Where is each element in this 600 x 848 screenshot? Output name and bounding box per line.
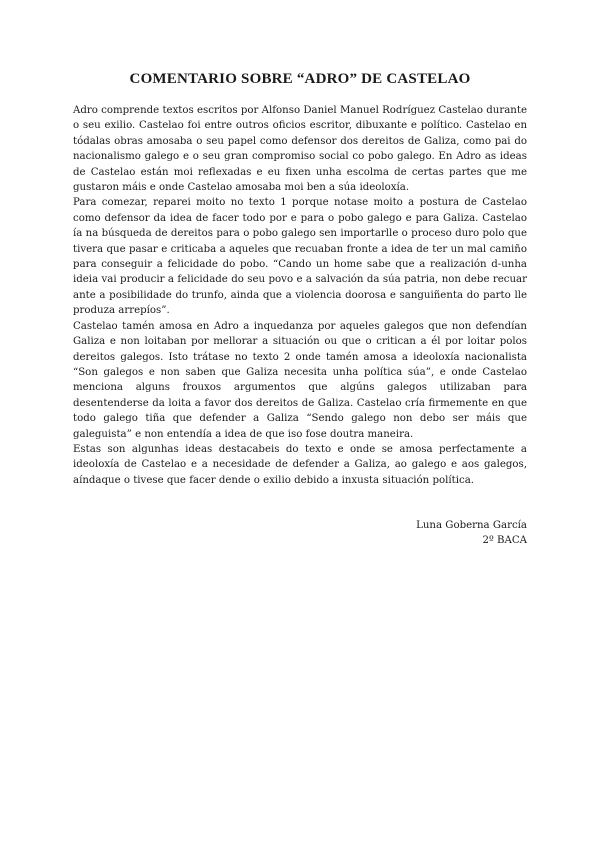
paragraph-conclusion: Estas son algunhas ideas destacabeis do texto e onde se amosa perfectamente a ideoloxía de Castelao e a necesidade de defender a Galiza, ao galego e aos galegos, aíndaque o tivese que facer dende o exilio debido a inxusta situación política. (73, 443, 527, 486)
course-label: 2º BACA (482, 535, 527, 547)
document-title: COMENTARIO SOBRE “ADRO” DE CASTELAO (129, 71, 471, 87)
signature-block (416, 518, 527, 549)
paragraph-text-one: Para comezar, reparei moito no texto 1 porque notase moito a postura de Castelao como defensor da idea de facer todo por e para o pobo galego e para Galiza. Castelao ía na búsqueda de dereitos para o pobo galego sen importarlle o proceso duro polo que tivera que pasar e criticaba a aqueles que recuaban fronte a idea de ter un mal camiño para conseguir a felicidade do pobo. “Cando un home sabe que a realización d-unha ideia vai producir a felicidade do seu povo e a salvación da súa patria, non debe recuar ante a posibilidade do trunfo, ainda que a violencia doorosa e sanguiñenta do parto lle produza arrepíos”. (73, 197, 527, 317)
author-name: Luna Goberna García (416, 520, 527, 531)
paragraph-text-two: Castelao tamén amosa en Adro a inquedanza por aqueles galegos que non defendían Galiza e non loitaban por mellorar a situación ou que o critican a él por loitar polos dereitos galegos. Isto trátase no texto 2 onde tamén amosa a ideoloxía nacionalista “Son galegos e non saben que Galiza necesita unha política súa”, e onde Castelao menciona alguns frouxos argumentos que algúns galegos utilizaban para desentenderse da loita a favor dos dereitos de Galiza. Castelao cría firmemente en que todo galego tiña que defender a Galiza “Sendo galego non debo ser máis que galeguista” e non entendía a idea de que iso fose doutra maneira. (73, 320, 527, 440)
paragraph-introduction: Adro comprende textos escritos por Alfonso Daniel Manuel Rodríguez Castelao durante o seu exilio. Castelao foi entre outros oficios escritor, dibuxante e político. Castelao en tódalas obras amosaba o seu papel como defensor dos dereitos de Galiza, como pai do nacionalismo galego e o seu gran compromiso social co pobo galego. En Adro as ideas de Castelao están moi reflexadas e eu fixen unha escolma de certas partes que me gustaron máis e onde Castelao amosaba moi ben a súa ideoloxía. (73, 105, 527, 194)
document-body (73, 103, 527, 488)
